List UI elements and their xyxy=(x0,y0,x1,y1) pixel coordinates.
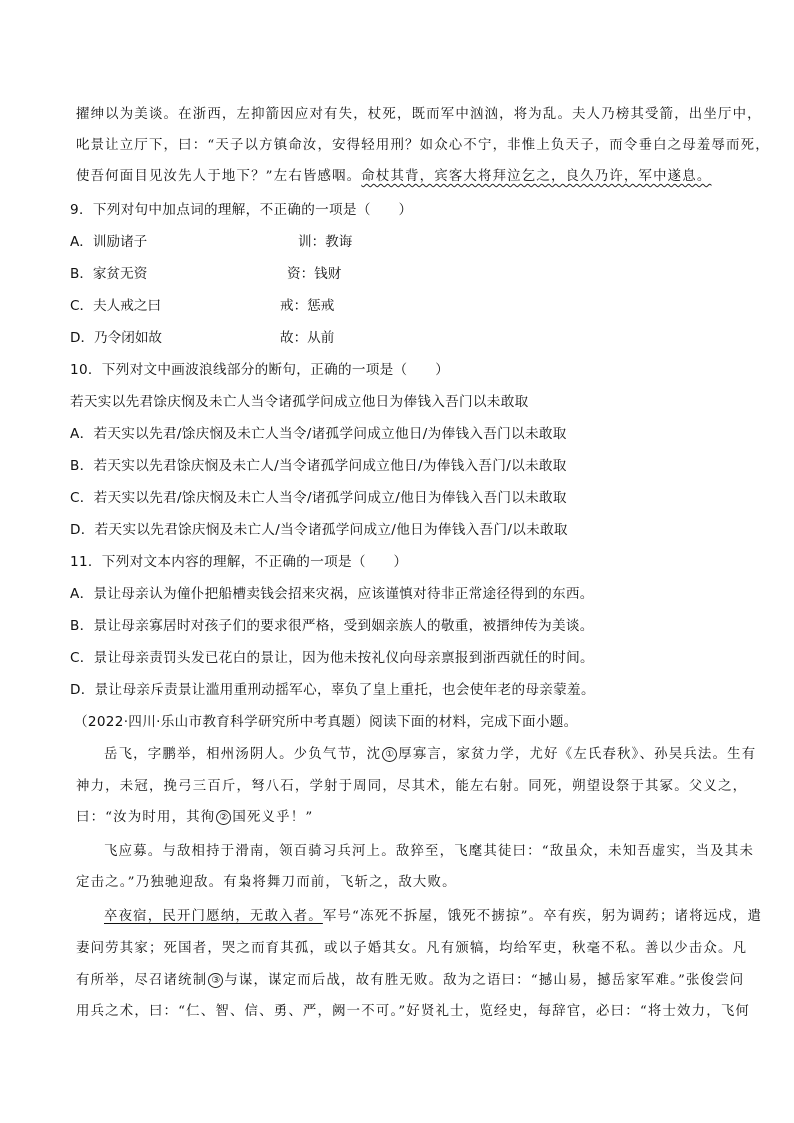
q10-option-c: C．若天实以先君/馀庆悯及未亡人当令/诸孤学问成立/他日为俸钱入吾门以未敢取 xyxy=(70,490,567,506)
passage-line: 妻问劳其家；死国者，哭之而育其孤，或以子婚其女。凡有颁犒，均给军吏，秋毫不私。善以少击众。凡 xyxy=(76,941,748,956)
passage-text: 岳飞，字鹏举，相州汤阴人。少负气节，沈 xyxy=(104,747,382,762)
passage-text: 曰：“汝为时用，其徇 xyxy=(76,810,216,825)
q10-option-b: B．若天实以先君馀庆悯及未亡人/当令诸孤学问成立他日/为俸钱入吾门/以未敢取 xyxy=(70,458,567,474)
passage-text: 军号“冻死不拆屋，饿死不掳掠”。卒有疾，躬为调药；诸将远戍，遣 xyxy=(322,909,763,924)
passage-text: 厚寡言，家贫力学，尤好《左氏春秋》、孙吴兵法。生有 xyxy=(398,747,757,762)
wavy-underlined-text: 命杖其背，宾客大将拜泣乞之，良久乃许，军中遂息。 xyxy=(361,169,712,184)
question-10-stem: 10．下列对文中画波浪线部分的断句，正确的一项是（ ） xyxy=(70,362,450,378)
q11-option-c: C．景让母亲责罚头发已花白的景让，因为他未按礼仪向母亲禀报到浙西就任的时间。 xyxy=(70,650,594,666)
circled-number-2: ② xyxy=(216,810,231,825)
q9-option-d: D．乃令闭如故 xyxy=(70,330,163,346)
q9-option-a-gloss: 训：教诲 xyxy=(298,234,353,250)
q9-option-a: A．训励诸子 xyxy=(70,234,148,250)
question-11-stem: 11．下列对文本内容的理解，不正确的一项是（ ） xyxy=(70,554,408,570)
section-intro: （2022·四川·乐山市教育科学研究所中考真题）阅读下面的材料，完成下面小题。 xyxy=(74,714,578,730)
question-9-stem: 9．下列对句中加点词的理解，不正确的一项是（ ） xyxy=(70,202,413,218)
q9-option-b: B．家贫无资 xyxy=(70,266,148,282)
circled-number-1: ① xyxy=(382,747,397,762)
passage-line: 擢绅以为美谈。在浙西，左抑箭因应对有失，杖死，既而军中汹汹，将为乱。夫人乃榜其受箭，出坐厅中， xyxy=(76,107,762,122)
passage-line: 叱景让立厅下，曰：“天子以方镇命汝，安得轻用刑？如众心不宁，非惟上负天子，而令垂白之母羞辱而死， xyxy=(76,138,770,153)
q9-option-c-gloss: 戒：惩戒 xyxy=(280,298,335,314)
q9-option-b-gloss: 资：钱财 xyxy=(287,266,342,282)
question-10-text: 若天实以先君馀庆悯及未亡人当令诸孤学问成立他日为俸钱入吾门以未敢取 xyxy=(70,394,529,410)
q9-option-c: C．夫人戒之曰 xyxy=(70,298,162,314)
passage-line: 神力，未冠，挽弓三百斤，弩八石，学射于周同，尽其术，能左右射。同死，朔望设祭于其冢。父义之， xyxy=(76,779,748,794)
passage-line: 定击之。”乃独驰迎敌。有枭将舞刀而前，飞斩之，敌大败。 xyxy=(76,875,457,890)
q11-option-b: B．景让母亲寡居时对孩子们的要求很严格，受到姻亲族人的敬重，被搢绅传为美谈。 xyxy=(70,618,594,634)
passage-text: 与谋，谋定而后战，故有胜无败。敌为之语曰：“撼山易，撼岳家军难。”张俊尝问 xyxy=(224,973,745,988)
passage-line xyxy=(76,806,313,825)
q9-option-d-gloss: 故：从前 xyxy=(280,330,335,346)
passage-line xyxy=(104,905,762,924)
passage-line xyxy=(104,743,756,762)
passage-text: 有所举，尽召诸统制 xyxy=(76,973,208,988)
q11-option-d: D．景让母亲斥责景让滥用重刑动摇军心，辜负了皇上重托，也会使年老的母亲蒙羞。 xyxy=(70,682,595,698)
underlined-sentence: 卒夜宿，民开门愿纳，无敢入者。 xyxy=(104,909,323,924)
passage-line xyxy=(76,165,711,184)
passage-text: 国死义乎！” xyxy=(232,810,314,825)
passage-text: 使吾何面目见汝先人于地下？”左右皆感咽。 xyxy=(76,169,362,184)
passage-line xyxy=(76,969,744,988)
circled-number-3: ③ xyxy=(208,973,223,988)
q10-option-a: A．若天实以先君/馀庆悯及未亡人当令/诸孤学问成立他日/为俸钱入吾门以未敢取 xyxy=(70,426,567,442)
q10-option-d: D．若天实以先君馀庆悯及未亡人/当令诸孤学问成立/他日为俸钱入吾门/以未敢取 xyxy=(70,522,568,538)
q11-option-a: A．景让母亲认为僮仆把船槽卖钱会招来灾祸，应该谨慎对待非正常途径得到的东西。 xyxy=(70,586,594,602)
passage-line: 飞应募。与敌相持于滑南，领百骑习兵河上。敌猝至，飞麾其徒曰：“敌虽众，未知吾虚实，当及其未 xyxy=(104,844,755,859)
passage-line: 用兵之术，曰：“仁、智、信、勇、严，阙一不可。”好贤礼士，览经史，每辞官，必曰：“将士效力，飞何 xyxy=(76,1004,751,1019)
